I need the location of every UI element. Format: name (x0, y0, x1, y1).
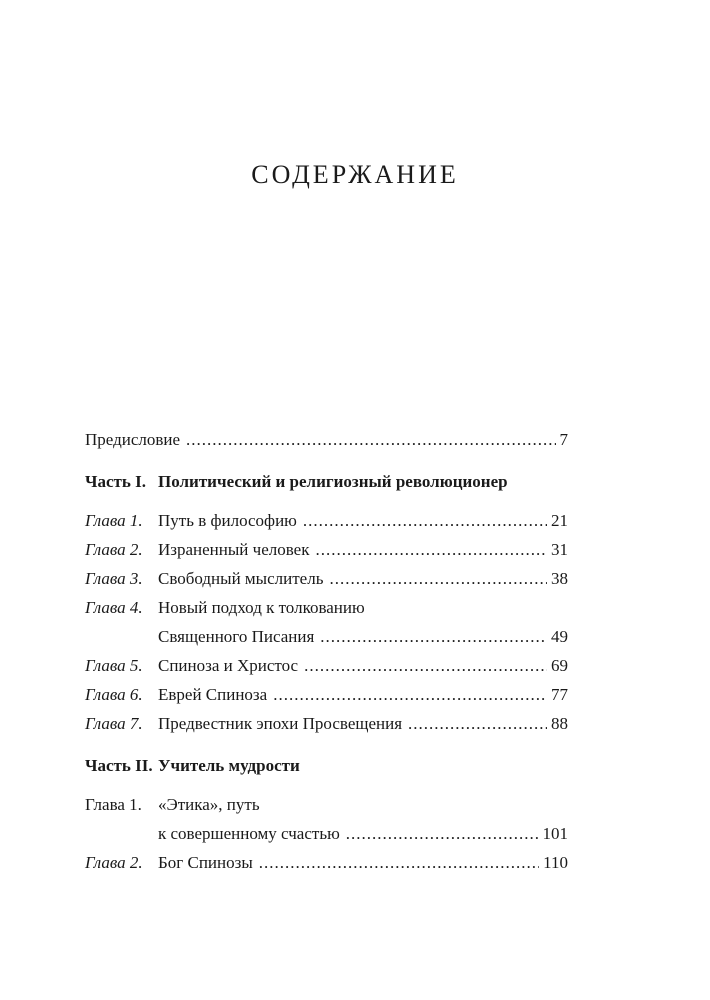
toc-entry-continuation[interactable] (85, 622, 568, 651)
part-title: Учитель мудрости (158, 756, 300, 775)
dot-leader (408, 709, 547, 738)
toc-entry-title: «Этика», путь (158, 795, 260, 814)
toc-page-number: 7 (559, 430, 568, 449)
chapter-label: Глава 6. (85, 685, 143, 704)
toc-entry-title: Спиноза и Христос (158, 656, 299, 675)
table-of-contents (85, 425, 568, 877)
toc-entry-chapter[interactable] (85, 564, 568, 593)
toc-entry-title: Свободный мыслитель (158, 569, 324, 588)
toc-page-number: 101 (542, 824, 568, 843)
dot-leader (320, 622, 547, 651)
chapter-label: Глава 7. (85, 714, 143, 733)
dot-leader (186, 425, 555, 454)
chapter-label: Глава 1. (85, 511, 143, 530)
toc-entry-preface[interactable] (85, 425, 568, 454)
dot-leader (273, 680, 547, 709)
chapter-label: Глава 3. (85, 569, 143, 588)
part-label: Часть II. (85, 756, 153, 775)
chapter-label: Глава 2. (85, 853, 143, 872)
toc-page-number: 49 (551, 627, 568, 646)
toc-entry-title: к совершенному счастью (158, 824, 340, 843)
toc-page-number: 88 (551, 714, 568, 733)
dot-leader (315, 535, 547, 564)
toc-page-number: 77 (551, 685, 568, 704)
toc-entry-title: Предисловие (85, 430, 181, 449)
toc-page-number: 31 (551, 540, 568, 559)
toc-entry-title: Израненный человек (158, 540, 310, 559)
dot-leader (303, 506, 547, 535)
toc-page-number: 21 (551, 511, 568, 530)
toc-entry-title: Священного Писания (158, 627, 315, 646)
toc-page-number: 38 (551, 569, 568, 588)
chapter-label: Глава 5. (85, 656, 143, 675)
part-label: Часть I. (85, 472, 146, 491)
part-heading (85, 467, 568, 496)
toc-entry-chapter[interactable] (85, 848, 568, 877)
chapter-label: Глава 4. (85, 598, 143, 617)
toc-entry-chapter[interactable] (85, 709, 568, 738)
toc-entry-continuation[interactable] (85, 819, 568, 848)
toc-entry-title: Бог Спинозы (158, 853, 253, 872)
toc-entry-title: Путь в философию (158, 511, 297, 530)
part-title: Политический и религиозный революционер (158, 472, 508, 491)
dot-leader (304, 651, 547, 680)
chapter-label: Глава 2. (85, 540, 143, 559)
toc-entry-title: Еврей Спиноза (158, 685, 268, 704)
toc-entry-chapter[interactable] (85, 535, 568, 564)
toc-entry-chapter[interactable] (85, 680, 568, 709)
toc-page-number: 69 (551, 656, 568, 675)
dot-leader (329, 564, 547, 593)
toc-entry-chapter[interactable] (85, 651, 568, 680)
toc-entry-title: Предвестник эпохи Просвещения (158, 714, 403, 733)
part-heading (85, 751, 568, 780)
toc-page-number: 110 (543, 853, 568, 872)
chapter-label: Глава 1. (85, 795, 142, 814)
toc-entry-title: Новый подход к толкованию (158, 598, 365, 617)
toc-entry-chapter[interactable] (85, 790, 568, 819)
dot-leader (346, 819, 539, 848)
page-title: СОДЕРЖАНИЕ (251, 160, 459, 189)
toc-entry-chapter[interactable] (85, 506, 568, 535)
toc-entry-chapter[interactable] (85, 593, 568, 622)
dot-leader (259, 848, 539, 877)
